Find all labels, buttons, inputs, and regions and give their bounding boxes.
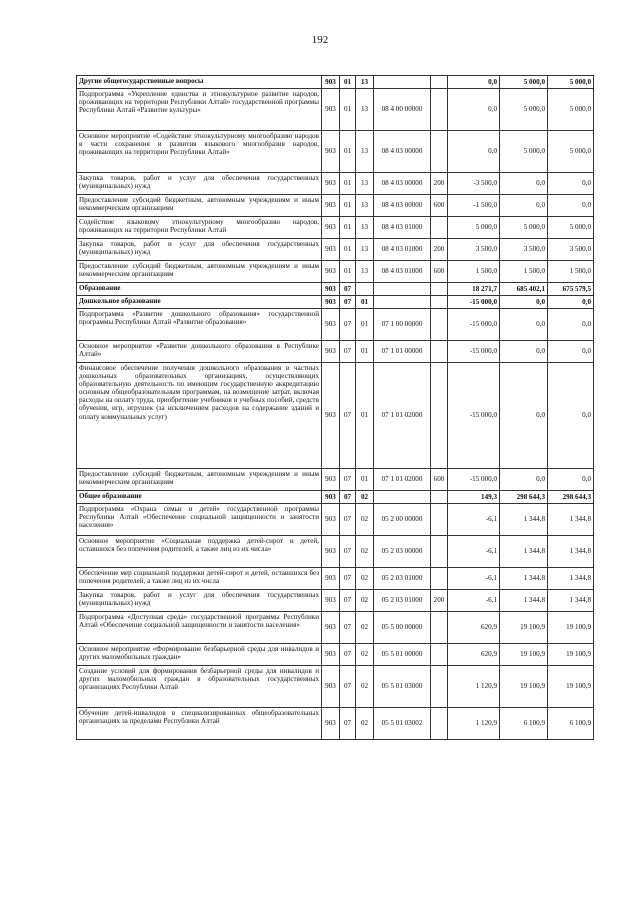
cell-grbs: 903 bbox=[322, 296, 340, 309]
cell-amount-3: 1 500,0 bbox=[548, 261, 594, 283]
cell-amount-1: -6,1 bbox=[448, 568, 500, 590]
cell-section: 01 bbox=[340, 217, 356, 239]
cell-expense-type bbox=[431, 296, 448, 309]
cell-amount-2: 1 344,8 bbox=[500, 568, 548, 590]
cell-amount-2: 0,0 bbox=[500, 309, 548, 341]
cell-subsection: 02 bbox=[356, 504, 374, 536]
cell-expense-type bbox=[431, 568, 448, 590]
cell-name: Основное мероприятие «Социальная поддержка детей-сирот и детей, оставшихся без попечения родителей, а также лиц из их числа» bbox=[77, 536, 322, 568]
cell-grbs: 903 bbox=[322, 239, 340, 261]
cell-amount-3: 0,0 bbox=[548, 341, 594, 363]
cell-expense-type bbox=[431, 131, 448, 173]
cell-amount-2: 0,0 bbox=[500, 173, 548, 195]
cell-target-article: 05 5 01 00000 bbox=[374, 644, 431, 666]
cell-name: Подпрограмма «Развитие дошкольного образования» государственной программы Республики Алтай «Развитие образования» bbox=[77, 309, 322, 341]
cell-target-article: 08 4 03 01000 bbox=[374, 217, 431, 239]
table-row bbox=[77, 504, 594, 536]
cell-grbs: 903 bbox=[322, 261, 340, 283]
cell-amount-1: -6,1 bbox=[448, 590, 500, 612]
cell-expense-type bbox=[431, 504, 448, 536]
cell-subsection: 13 bbox=[356, 76, 374, 89]
cell-subsection: 02 bbox=[356, 644, 374, 666]
cell-amount-1: -15 000,0 bbox=[448, 309, 500, 341]
cell-amount-2: 5 000,0 bbox=[500, 89, 548, 131]
cell-target-article: 05 2 03 01000 bbox=[374, 568, 431, 590]
cell-amount-1: -6,1 bbox=[448, 536, 500, 568]
cell-amount-3: 675 579,5 bbox=[548, 283, 594, 296]
table-row bbox=[77, 491, 594, 504]
cell-section: 07 bbox=[340, 296, 356, 309]
cell-subsection: 02 bbox=[356, 536, 374, 568]
cell-target-article: 08 4 03 01000 bbox=[374, 261, 431, 283]
cell-amount-3: 0,0 bbox=[548, 469, 594, 491]
cell-subsection: 13 bbox=[356, 261, 374, 283]
cell-section: 07 bbox=[340, 590, 356, 612]
cell-target-article: 05 2 03 01000 bbox=[374, 590, 431, 612]
cell-amount-3: 0,0 bbox=[548, 195, 594, 217]
cell-expense-type bbox=[431, 708, 448, 740]
cell-amount-1: 0,0 bbox=[448, 89, 500, 131]
cell-target-article: 05 2 03 00000 bbox=[374, 536, 431, 568]
cell-grbs: 903 bbox=[322, 309, 340, 341]
cell-target-article bbox=[374, 283, 431, 296]
cell-subsection: 02 bbox=[356, 708, 374, 740]
cell-expense-type bbox=[431, 536, 448, 568]
cell-section: 07 bbox=[340, 536, 356, 568]
cell-name: Закупка товаров, работ и услуг для обеспечения государственных (муниципальных) нужд bbox=[77, 173, 322, 195]
cell-expense-type bbox=[431, 309, 448, 341]
cell-section: 01 bbox=[340, 173, 356, 195]
cell-target-article bbox=[374, 491, 431, 504]
cell-amount-3: 19 100,9 bbox=[548, 644, 594, 666]
cell-expense-type: 200 bbox=[431, 173, 448, 195]
cell-amount-1: -15 000,0 bbox=[448, 341, 500, 363]
cell-section: 07 bbox=[340, 504, 356, 536]
cell-amount-1: 149,3 bbox=[448, 491, 500, 504]
cell-section: 01 bbox=[340, 89, 356, 131]
cell-name: Подпрограмма «Укрепление единства и этнокультурное развитие народов, проживающих на территории Республики Алтай» государственной программы Республики Алтай «Развитие культуры» bbox=[77, 89, 322, 131]
cell-expense-type bbox=[431, 217, 448, 239]
table-row bbox=[77, 590, 594, 612]
table-row bbox=[77, 296, 594, 309]
cell-subsection: 13 bbox=[356, 89, 374, 131]
cell-expense-type: 200 bbox=[431, 590, 448, 612]
table-row bbox=[77, 76, 594, 89]
cell-expense-type bbox=[431, 363, 448, 469]
cell-name: Обеспечение мер социальной поддержки детей-сирот и детей, оставшихся без попечения родителей, а также лиц из их числа bbox=[77, 568, 322, 590]
cell-subsection: 13 bbox=[356, 239, 374, 261]
cell-name: Другие общегосударственные вопросы bbox=[77, 76, 322, 89]
budget-table bbox=[76, 75, 594, 740]
cell-grbs: 903 bbox=[322, 491, 340, 504]
cell-amount-3: 1 344,8 bbox=[548, 568, 594, 590]
cell-amount-2: 0,0 bbox=[500, 469, 548, 491]
cell-amount-2: 1 344,8 bbox=[500, 536, 548, 568]
cell-amount-3: 19 100,9 bbox=[548, 612, 594, 644]
cell-amount-1: 5 000,0 bbox=[448, 217, 500, 239]
cell-subsection: 01 bbox=[356, 363, 374, 469]
cell-target-article: 05 2 00 00000 bbox=[374, 504, 431, 536]
table-row bbox=[77, 644, 594, 666]
cell-name: Создание условий для формирования безбарьерной среды для инвалидов и других маломобильных граждан в образовательных государственных организациях Республики Алтай bbox=[77, 666, 322, 708]
cell-amount-2: 1 500,0 bbox=[500, 261, 548, 283]
cell-section: 01 bbox=[340, 131, 356, 173]
cell-amount-2: 5 000,0 bbox=[500, 131, 548, 173]
cell-amount-1: 620,9 bbox=[448, 612, 500, 644]
cell-grbs: 903 bbox=[322, 568, 340, 590]
cell-amount-1: -15 000,0 bbox=[448, 363, 500, 469]
cell-name: Подпрограмма «Охрана семьи и детей» государственной программы Республики Алтай «Обеспечение социальной защищенности и занятости населения» bbox=[77, 504, 322, 536]
cell-expense-type: 200 bbox=[431, 239, 448, 261]
cell-target-article: 05 5 00 00000 bbox=[374, 612, 431, 644]
table-row bbox=[77, 708, 594, 740]
cell-amount-1: 620,9 bbox=[448, 644, 500, 666]
table-row bbox=[77, 612, 594, 644]
cell-section: 07 bbox=[340, 491, 356, 504]
table-row bbox=[77, 283, 594, 296]
cell-name: Финансовое обеспечение получения дошкольного образования в частных дошкольных образовательных организациях, осуществляющих образовательную деятельность по имеющим государственную аккредитацию основным общеобразовательным программам, на возмещение затрат, включая расходы на оплату труда, приобретение учебников и учебных пособий, средств обучения, игр, игрушек (за исключением расходов на содержание зданий и оплату коммунальных услуг) bbox=[77, 363, 322, 469]
cell-amount-1: -3 500,0 bbox=[448, 173, 500, 195]
cell-name: Закупка товаров, работ и услуг для обеспечения государственных (муниципальных) нужд bbox=[77, 590, 322, 612]
cell-target-article: 08 4 03 01000 bbox=[374, 239, 431, 261]
cell-name: Основное мероприятие «Формирование безбарьерной среды для инвалидов и других маломобильных граждан» bbox=[77, 644, 322, 666]
cell-target-article: 05 5 01 03000 bbox=[374, 666, 431, 708]
cell-grbs: 903 bbox=[322, 341, 340, 363]
cell-subsection: 02 bbox=[356, 590, 374, 612]
cell-target-article bbox=[374, 296, 431, 309]
cell-amount-3: 5 000,0 bbox=[548, 131, 594, 173]
cell-amount-2: 19 100,9 bbox=[500, 612, 548, 644]
cell-subsection: 01 bbox=[356, 309, 374, 341]
cell-name: Дошкольное образование bbox=[77, 296, 322, 309]
cell-amount-2: 5 000,0 bbox=[500, 217, 548, 239]
cell-amount-3: 1 344,8 bbox=[548, 536, 594, 568]
cell-amount-2: 5 000,0 bbox=[500, 76, 548, 89]
cell-name: Основное мероприятие «Содействие этнокультурному многообразию народов в части сохранения и развития языкового многообразия народов, проживающих на территории Республики Алтай» bbox=[77, 131, 322, 173]
cell-grbs: 903 bbox=[322, 173, 340, 195]
cell-grbs: 903 bbox=[322, 504, 340, 536]
cell-name: Предоставление субсидий бюджетным, автономным учреждениям и иным некоммерческим организациям bbox=[77, 195, 322, 217]
cell-expense-type bbox=[431, 76, 448, 89]
table-row bbox=[77, 536, 594, 568]
cell-expense-type: 600 bbox=[431, 469, 448, 491]
cell-name: Содействие языковому этнокультурному многообразию народов, проживающих на территории Республики Алтай bbox=[77, 217, 322, 239]
cell-section: 07 bbox=[340, 469, 356, 491]
cell-section: 07 bbox=[340, 612, 356, 644]
cell-amount-3: 6 100,9 bbox=[548, 708, 594, 740]
page-number: 192 bbox=[311, 34, 329, 46]
cell-amount-3: 5 000,0 bbox=[548, 217, 594, 239]
cell-expense-type bbox=[431, 491, 448, 504]
cell-name: Общее образование bbox=[77, 491, 322, 504]
cell-section: 07 bbox=[340, 363, 356, 469]
cell-name: Обучение детей-инвалидов в специализированных общеобразовательных организациях за пределами Республики Алтай bbox=[77, 708, 322, 740]
cell-expense-type: 600 bbox=[431, 261, 448, 283]
cell-target-article: 08 4 03 00000 bbox=[374, 173, 431, 195]
table-row bbox=[77, 195, 594, 217]
cell-target-article: 07 1 01 02000 bbox=[374, 363, 431, 469]
table-row bbox=[77, 239, 594, 261]
cell-name: Предоставление субсидий бюджетным, автономным учреждениям и иным некоммерческим организациям bbox=[77, 469, 322, 491]
cell-grbs: 903 bbox=[322, 469, 340, 491]
cell-section: 07 bbox=[340, 341, 356, 363]
cell-amount-2: 1 344,8 bbox=[500, 590, 548, 612]
cell-amount-3: 19 100,9 bbox=[548, 666, 594, 708]
cell-amount-2: 0,0 bbox=[500, 195, 548, 217]
cell-target-article: 07 1 01 00000 bbox=[374, 341, 431, 363]
table-row bbox=[77, 261, 594, 283]
cell-subsection: 02 bbox=[356, 666, 374, 708]
cell-target-article: 05 5 01 03002 bbox=[374, 708, 431, 740]
cell-section: 07 bbox=[340, 666, 356, 708]
cell-amount-2: 0,0 bbox=[500, 296, 548, 309]
cell-section: 07 bbox=[340, 283, 356, 296]
cell-target-article bbox=[374, 76, 431, 89]
cell-amount-2: 0,0 bbox=[500, 363, 548, 469]
table-row bbox=[77, 363, 594, 469]
cell-grbs: 903 bbox=[322, 708, 340, 740]
cell-amount-2: 19 100,9 bbox=[500, 644, 548, 666]
cell-amount-3: 3 500,0 bbox=[548, 239, 594, 261]
cell-section: 01 bbox=[340, 261, 356, 283]
cell-amount-2: 685 402,1 bbox=[500, 283, 548, 296]
cell-expense-type bbox=[431, 666, 448, 708]
cell-expense-type: 600 bbox=[431, 195, 448, 217]
cell-subsection: 13 bbox=[356, 173, 374, 195]
cell-name: Подпрограмма «Доступная среда» государственной программы Республики Алтай «Обеспечение социальной защищенности и занятости населения» bbox=[77, 612, 322, 644]
cell-section: 07 bbox=[340, 309, 356, 341]
cell-amount-1: -1 500,0 bbox=[448, 195, 500, 217]
cell-amount-2: 0,0 bbox=[500, 341, 548, 363]
cell-expense-type bbox=[431, 89, 448, 131]
cell-amount-2: 298 644,3 bbox=[500, 491, 548, 504]
cell-name: Основное мероприятие «Развитие дошкольного образования в Республике Алтай» bbox=[77, 341, 322, 363]
cell-amount-3: 298 644,3 bbox=[548, 491, 594, 504]
cell-amount-2: 3 500,0 bbox=[500, 239, 548, 261]
cell-section: 01 bbox=[340, 76, 356, 89]
cell-target-article: 08 4 03 00000 bbox=[374, 131, 431, 173]
table-row bbox=[77, 173, 594, 195]
cell-amount-2: 1 344,8 bbox=[500, 504, 548, 536]
cell-name: Образование bbox=[77, 283, 322, 296]
cell-amount-3: 5 000,0 bbox=[548, 76, 594, 89]
table-row bbox=[77, 131, 594, 173]
table-row bbox=[77, 89, 594, 131]
cell-amount-3: 0,0 bbox=[548, 296, 594, 309]
cell-amount-1: 1 120,9 bbox=[448, 708, 500, 740]
cell-amount-3: 5 000,0 bbox=[548, 89, 594, 131]
cell-target-article: 07 1 00 00000 bbox=[374, 309, 431, 341]
cell-target-article: 07 1 01 02000 bbox=[374, 469, 431, 491]
cell-subsection: 13 bbox=[356, 217, 374, 239]
table-row bbox=[77, 568, 594, 590]
cell-expense-type bbox=[431, 283, 448, 296]
table-row bbox=[77, 469, 594, 491]
cell-section: 01 bbox=[340, 239, 356, 261]
cell-grbs: 903 bbox=[322, 536, 340, 568]
table-row bbox=[77, 341, 594, 363]
cell-subsection: 13 bbox=[356, 195, 374, 217]
cell-section: 01 bbox=[340, 195, 356, 217]
cell-subsection: 02 bbox=[356, 491, 374, 504]
cell-section: 07 bbox=[340, 708, 356, 740]
cell-subsection bbox=[356, 283, 374, 296]
cell-amount-3: 0,0 bbox=[548, 173, 594, 195]
table-row bbox=[77, 309, 594, 341]
cell-expense-type bbox=[431, 644, 448, 666]
cell-amount-3: 1 344,8 bbox=[548, 590, 594, 612]
cell-grbs: 903 bbox=[322, 644, 340, 666]
cell-name: Предоставление субсидий бюджетным, автономным учреждениям и иным некоммерческим организациям bbox=[77, 261, 322, 283]
cell-amount-1: 0,0 bbox=[448, 76, 500, 89]
cell-grbs: 903 bbox=[322, 363, 340, 469]
cell-section: 07 bbox=[340, 644, 356, 666]
cell-expense-type bbox=[431, 612, 448, 644]
cell-section: 07 bbox=[340, 568, 356, 590]
cell-target-article: 08 4 00 00000 bbox=[374, 89, 431, 131]
table-body bbox=[77, 76, 594, 740]
cell-grbs: 903 bbox=[322, 131, 340, 173]
cell-amount-3: 1 344,8 bbox=[548, 504, 594, 536]
cell-subsection: 13 bbox=[356, 131, 374, 173]
cell-grbs: 903 bbox=[322, 76, 340, 89]
cell-amount-1: 1 500,0 bbox=[448, 261, 500, 283]
cell-amount-3: 0,0 bbox=[548, 309, 594, 341]
cell-grbs: 903 bbox=[322, 666, 340, 708]
cell-amount-1: 0,0 bbox=[448, 131, 500, 173]
cell-subsection: 02 bbox=[356, 568, 374, 590]
cell-amount-1: 1 120,9 bbox=[448, 666, 500, 708]
cell-amount-2: 19 100,9 bbox=[500, 666, 548, 708]
cell-amount-1: -15 000,0 bbox=[448, 469, 500, 491]
cell-grbs: 903 bbox=[322, 217, 340, 239]
cell-grbs: 903 bbox=[322, 195, 340, 217]
cell-grbs: 903 bbox=[322, 612, 340, 644]
table-row bbox=[77, 666, 594, 708]
cell-amount-1: -6,1 bbox=[448, 504, 500, 536]
cell-amount-2: 6 100,9 bbox=[500, 708, 548, 740]
cell-subsection: 02 bbox=[356, 612, 374, 644]
cell-expense-type bbox=[431, 341, 448, 363]
cell-subsection: 01 bbox=[356, 341, 374, 363]
cell-amount-1: 18 271,7 bbox=[448, 283, 500, 296]
cell-amount-3: 0,0 bbox=[548, 363, 594, 469]
cell-amount-1: 3 500,0 bbox=[448, 239, 500, 261]
cell-name: Закупка товаров, работ и услуг для обеспечения государственных (муниципальных) нужд bbox=[77, 239, 322, 261]
cell-grbs: 903 bbox=[322, 89, 340, 131]
table-row bbox=[77, 217, 594, 239]
cell-grbs: 903 bbox=[322, 283, 340, 296]
cell-subsection: 01 bbox=[356, 296, 374, 309]
cell-grbs: 903 bbox=[322, 590, 340, 612]
cell-target-article: 08 4 03 00000 bbox=[374, 195, 431, 217]
cell-subsection: 01 bbox=[356, 469, 374, 491]
cell-amount-1: -15 000,0 bbox=[448, 296, 500, 309]
